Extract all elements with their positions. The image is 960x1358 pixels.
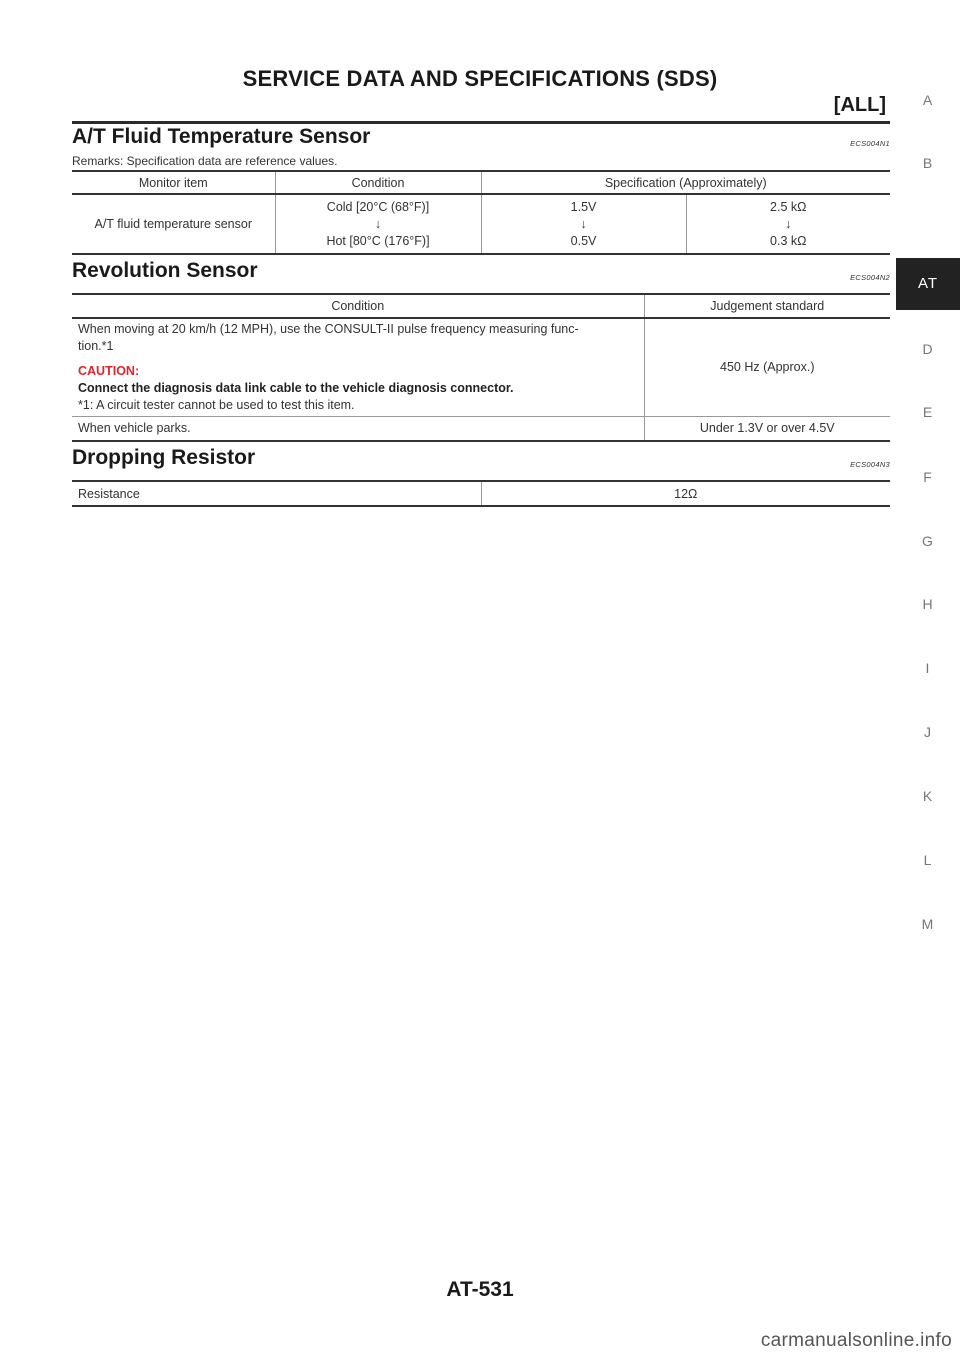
tab-k[interactable]: K [922, 788, 934, 804]
table-row [72, 318, 890, 416]
tab-a[interactable]: A [922, 92, 934, 108]
table-row [72, 481, 890, 506]
caution-text: Connect the diagnosis data link cable to the vehicle diagnosis connector. [78, 380, 514, 395]
page-subtitle: [ALL] [833, 94, 886, 116]
section-tab-list [896, 0, 960, 1358]
condition-cold: Cold [20°C (68°F)] [326, 199, 430, 214]
tab-i[interactable]: I [925, 660, 931, 676]
voltage-cold: 1.5V [570, 199, 597, 214]
cell-condition-parks: When vehicle parks. [72, 416, 644, 441]
table-row [72, 194, 890, 254]
header-condition: Condition [275, 171, 481, 194]
cell-resistance-label: Resistance [72, 481, 481, 506]
down-arrow-icon: ↓ [374, 216, 382, 231]
condition-hot: Hot [80°C (176°F)] [326, 233, 430, 248]
header-divider [72, 121, 890, 124]
header-condition: Condition [72, 294, 644, 318]
tab-d[interactable]: D [922, 341, 934, 357]
header-judgement-standard: Judgement standard [644, 294, 890, 318]
header-specification: Specification (Approximately) [481, 171, 890, 194]
watermark: carmanualsonline.info [760, 1330, 952, 1351]
header-monitor-item: Monitor item [72, 171, 275, 194]
voltage-hot: 0.5V [570, 233, 597, 248]
resistance-hot: 0.3 kΩ [770, 233, 807, 248]
remarks-text: Remarks: Specification data are reference values. [72, 154, 338, 168]
cell-monitor-item: A/T fluid temperature sensor [72, 194, 275, 254]
tab-at[interactable]: AT [896, 258, 960, 310]
section-code-revolution: ECS004N2 [850, 273, 890, 282]
tab-m[interactable]: M [921, 916, 935, 932]
tab-g[interactable]: G [922, 533, 934, 549]
tab-l[interactable]: L [923, 852, 933, 868]
tab-h[interactable]: H [922, 596, 934, 612]
tab-j[interactable]: J [924, 724, 932, 740]
section-title-dropping: Dropping Resistor [72, 446, 256, 469]
tab-f[interactable]: F [923, 469, 933, 485]
tab-b[interactable]: B [922, 155, 934, 171]
cell-condition-moving [72, 318, 644, 416]
table-row [72, 416, 890, 441]
page-title: SERVICE DATA AND SPECIFICATIONS (SDS) [242, 66, 718, 91]
resistance-cold: 2.5 kΩ [770, 199, 807, 214]
footnote: *1: A circuit tester cannot be used to test this item. [78, 397, 355, 412]
page-number: AT-531 [446, 1278, 514, 1301]
cell-resistance-value: 12Ω [481, 481, 890, 506]
section-title-revolution: Revolution Sensor [72, 259, 258, 282]
cell-condition [275, 194, 481, 254]
cell-resistance [686, 194, 890, 254]
section-title-fluid-temp: A/T Fluid Temperature Sensor [72, 125, 371, 148]
dropping-table [72, 480, 890, 507]
cell-standard-parks: Under 1.3V or over 4.5V [644, 416, 890, 441]
section-code-dropping: ECS004N3 [850, 460, 890, 469]
down-arrow-icon: ↓ [580, 216, 587, 231]
caution-label: CAUTION: [78, 363, 140, 378]
tab-e[interactable]: E [922, 404, 934, 420]
cell-standard-moving: 450 Hz (Approx.) [644, 318, 890, 416]
cell-voltage [481, 194, 686, 254]
condition-line: When moving at 20 km/h (12 MPH), use the CONSULT-II pulse frequency measuring func- [78, 321, 579, 336]
fluid-temp-table [72, 170, 890, 255]
down-arrow-icon: ↓ [785, 216, 792, 231]
condition-line: tion.*1 [78, 338, 114, 353]
section-code-fluid-temp: ECS004N1 [850, 139, 890, 148]
revolution-table [72, 293, 890, 442]
